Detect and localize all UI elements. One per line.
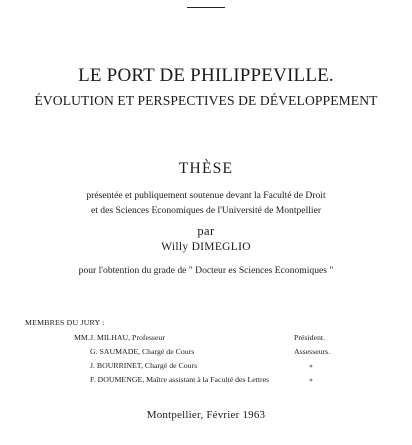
- jury-member-role: »: [309, 361, 313, 370]
- jury-member-name: J. MILHAU, Professeur: [90, 333, 165, 342]
- jury-prefix: MM.: [74, 333, 90, 342]
- jury-member: [0, 361, 412, 375]
- jury-member-role: Assesseurs.: [294, 347, 331, 356]
- jury-member: [0, 375, 412, 389]
- jury-member-name: G. SAUMADE, Chargé de Cours: [90, 347, 195, 356]
- place-date: Montpellier, Février 1963: [146, 409, 266, 421]
- jury-member-name: J. BOURRINET, Chargé de Cours: [90, 361, 198, 370]
- these-heading: THÈSE: [178, 160, 234, 177]
- jury-member: [0, 333, 412, 347]
- jury-member-role: »: [309, 375, 313, 384]
- grade-line: pour l'obtention du grade de " Docteur es Sciences Economiques ": [78, 265, 334, 276]
- jury-member-name: F. DOUMENGE, Maître assistant à la Faculté des Lettres: [90, 375, 270, 384]
- top-rule: [187, 7, 225, 8]
- jury-header: MEMBRES DU JURY :: [25, 318, 105, 327]
- par-word: par: [197, 224, 215, 238]
- document-subtitle: ÉVOLUTION ET PERSPECTIVES DE DÉVELOPPEMENT: [34, 93, 378, 108]
- document-title: LE PORT DE PHILIPPEVILLE.: [78, 65, 334, 86]
- jury-member: [0, 347, 412, 361]
- author-name: Willy DIMEGLIO: [161, 241, 251, 253]
- jury-member-role: Président.: [294, 333, 325, 342]
- presentation-line-2: et des Sciences Economiques de l'Université de Montpellier: [90, 205, 322, 216]
- presentation-line-1: présentée et publiquement soutenue devant la Faculté de Droit: [86, 190, 326, 201]
